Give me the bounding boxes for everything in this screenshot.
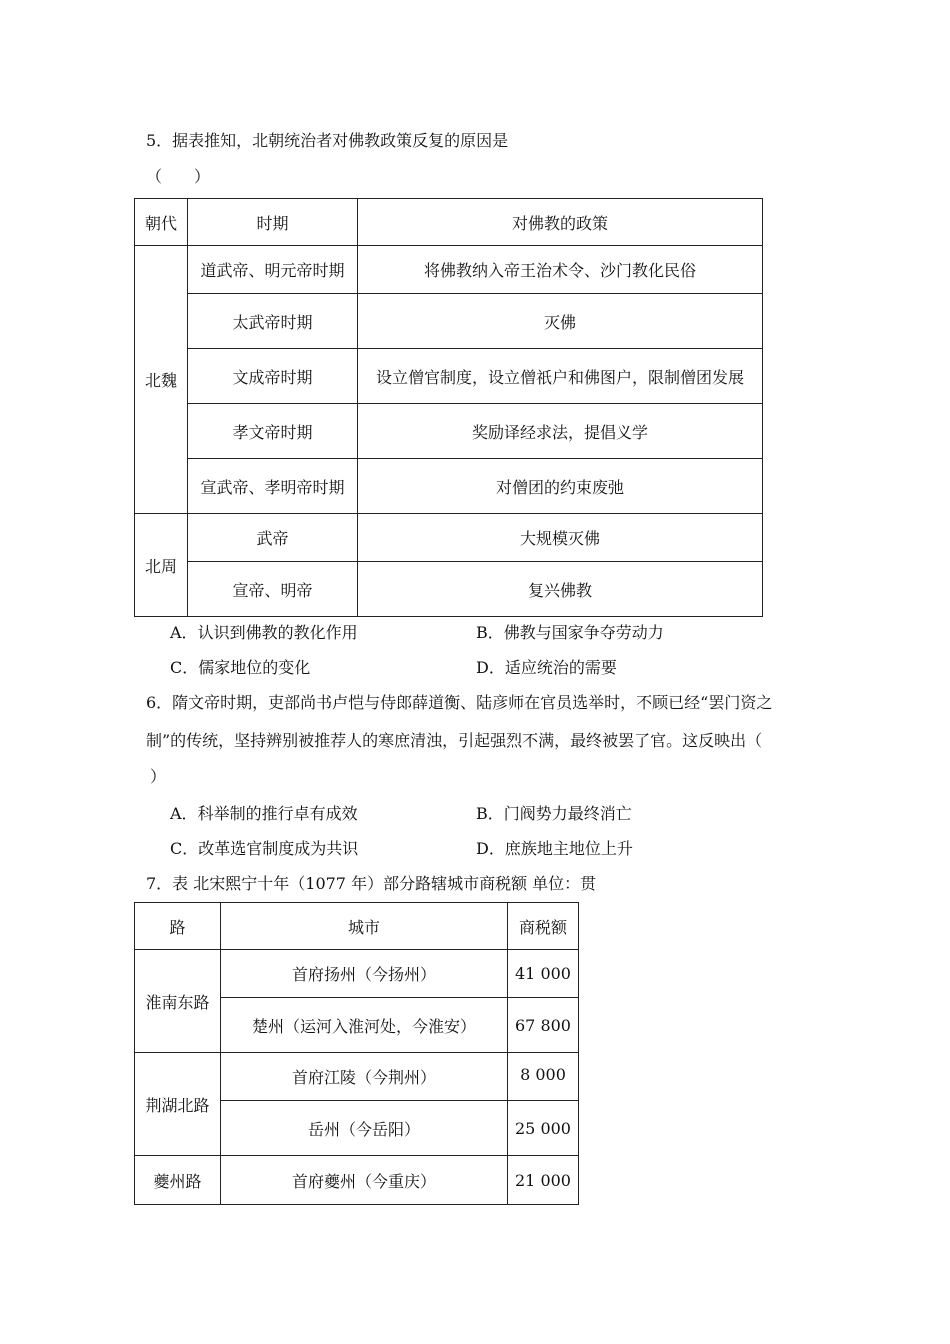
policy-cell: 大规模灭佛 (358, 514, 763, 562)
q5-stem: 5．据表推知，北朝统治者对佛教政策反复的原因是 (146, 131, 509, 150)
route-cell: 淮南东路 (135, 950, 221, 1053)
period-cell: 武帝 (188, 514, 358, 562)
table-row (135, 950, 579, 998)
city-cell: 楚州（运河入淮河处，今淮安） (221, 998, 508, 1053)
option-text: 庶族地主地位上升 (504, 839, 633, 858)
header-city: 城市 (221, 903, 508, 950)
q5-option-c[interactable] (170, 655, 310, 678)
option-text: 佛教与国家争夺劳动力 (503, 623, 664, 642)
option-text: 门阀势力最终消亡 (503, 804, 632, 823)
option-letter: D． (476, 839, 505, 858)
policy-cell: 奖励译经求法，提倡义学 (358, 404, 763, 459)
dynasty-cell-beiwei: 北魏 (135, 246, 188, 514)
option-letter: B． (476, 804, 504, 823)
tax-cell: 41 000 (508, 950, 579, 998)
table-header-row (135, 199, 763, 246)
q6-stem-line1: 6．隋文帝时期，吏部尚书卢恺与侍郎薛道衡、陆彦师在官员选举时，不顾已经“罢门资之 (146, 693, 773, 712)
tax-cell: 8 000 (508, 1053, 579, 1101)
policy-cell: 将佛教纳入帝王治术令、沙门教化民俗 (358, 246, 763, 294)
header-tax: 商税额 (508, 903, 579, 950)
option-text: 适应统治的需要 (504, 658, 617, 677)
option-text: 认识到佛教的教化作用 (197, 623, 358, 642)
option-text: 儒家地位的变化 (198, 658, 311, 677)
q5-policy-table (134, 198, 763, 617)
city-cell: 岳州（今岳阳） (221, 1101, 508, 1156)
option-letter: A． (170, 804, 198, 823)
period-cell: 宣帝、明帝 (188, 562, 358, 617)
option-letter: B． (476, 623, 504, 642)
route-cell: 荆湖北路 (135, 1053, 221, 1156)
q6-option-d[interactable] (476, 836, 633, 859)
q6-option-a[interactable] (170, 801, 358, 824)
tax-cell: 21 000 (508, 1156, 579, 1205)
policy-cell: 灭佛 (358, 294, 763, 349)
q6-option-b[interactable] (476, 801, 632, 824)
period-cell: 道武帝、明元帝时期 (188, 246, 358, 294)
table-row (135, 459, 763, 514)
city-cell: 首府江陵（今荆州） (221, 1053, 508, 1101)
city-cell: 首府扬州（今扬州） (221, 950, 508, 998)
option-letter: C． (170, 658, 199, 677)
tax-cell: 67 800 (508, 998, 579, 1053)
option-text: 改革选官制度成为共识 (198, 839, 359, 858)
tax-cell: 25 000 (508, 1101, 579, 1156)
q7-tax-table (134, 902, 579, 1205)
table-header-row (135, 903, 579, 950)
dynasty-cell-beizhou: 北周 (135, 514, 188, 617)
route-cell: 夔州路 (135, 1156, 221, 1205)
q5-answer-paren: （ ） (146, 167, 211, 186)
period-cell: 太武帝时期 (188, 294, 358, 349)
header-period: 时期 (188, 199, 358, 246)
policy-cell: 复兴佛教 (358, 562, 763, 617)
q5-option-a[interactable] (170, 620, 358, 643)
table-row (135, 294, 763, 349)
table-row (135, 246, 763, 294)
q6-option-c[interactable] (170, 836, 358, 859)
period-cell: 文成帝时期 (188, 349, 358, 404)
header-dynasty: 朝代 (135, 199, 188, 246)
table-row (135, 514, 763, 562)
period-cell: 宣武帝、孝明帝时期 (188, 459, 358, 514)
q6-stem-line3: ） (150, 767, 167, 786)
table-row (135, 1156, 579, 1205)
option-letter: A． (170, 623, 198, 642)
header-policy: 对佛教的政策 (358, 199, 763, 246)
q5-option-d[interactable] (476, 655, 617, 678)
q5-option-b[interactable] (476, 620, 664, 643)
table-row (135, 562, 763, 617)
period-cell: 孝文帝时期 (188, 404, 358, 459)
table-row (135, 349, 763, 404)
policy-cell: 设立僧官制度，设立僧祇户和佛图户，限制僧团发展 (358, 349, 763, 404)
q7-stem: 7．表 北宋熙宁十年（1077 年）部分路辖城市商税额 单位：贯 (146, 874, 597, 893)
table-row (135, 404, 763, 459)
q6-stem-line2: 制”的传统，坚持辨别被推荐人的寒庶清浊，引起强烈不满，最终被罢了官。这反映出（ (146, 731, 763, 750)
option-letter: D． (476, 658, 505, 677)
city-cell: 首府夔州（今重庆） (221, 1156, 508, 1205)
option-letter: C． (170, 839, 199, 858)
header-route: 路 (135, 903, 221, 950)
table-row (135, 1053, 579, 1101)
policy-cell: 对僧团的约束废弛 (358, 459, 763, 514)
option-text: 科举制的推行卓有成效 (197, 804, 358, 823)
